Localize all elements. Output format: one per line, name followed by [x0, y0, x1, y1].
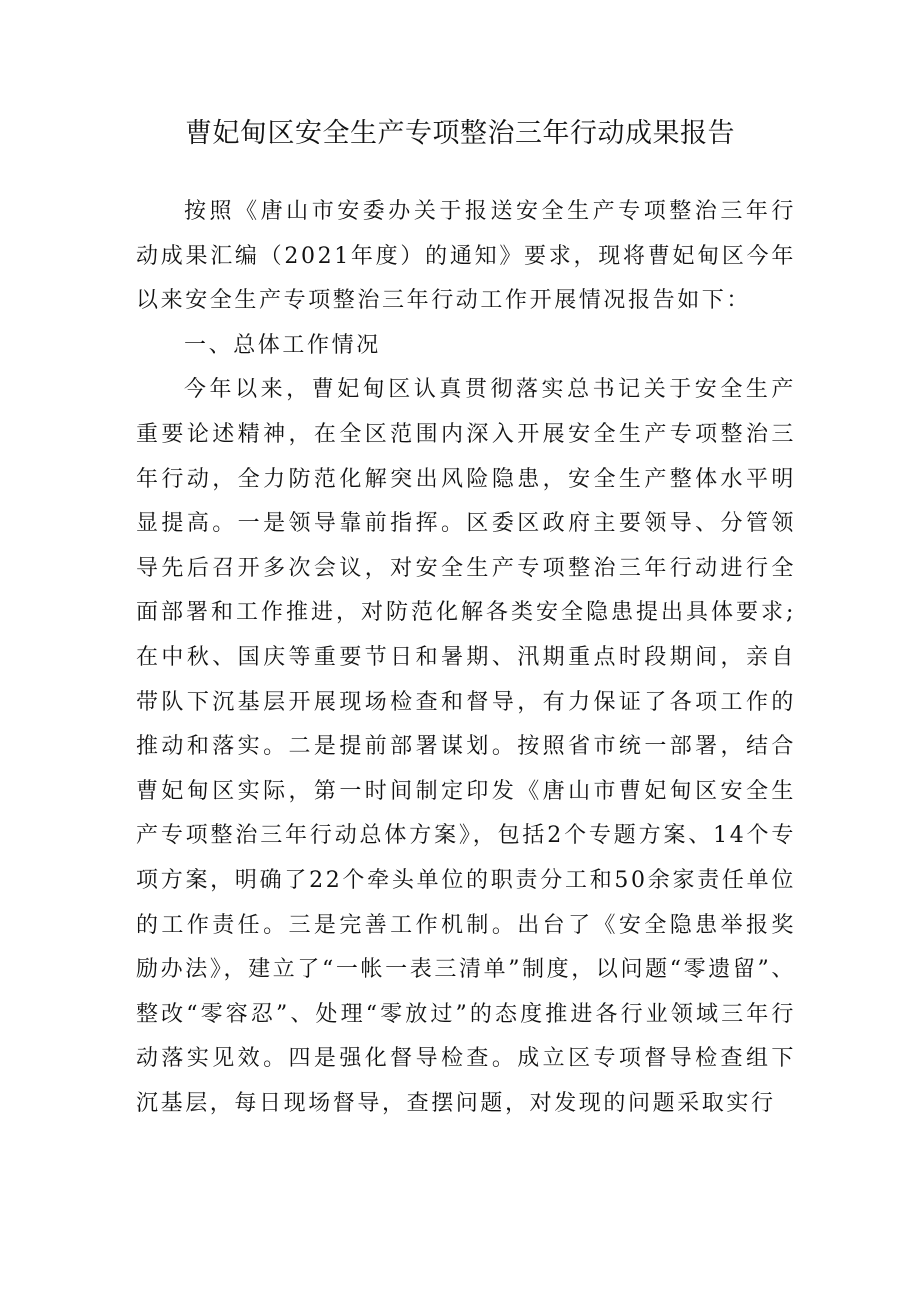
- document-body: [136, 190, 796, 1126]
- document-title: 曹妃甸区安全生产专项整治三年行动成果报告: [185, 118, 735, 149]
- section-heading: 一、总体工作情况: [184, 332, 381, 358]
- intro-paragraph: 按照《唐山市安委办关于报送安全生产专项整治三年行动成果汇编（2021年度）的通知》要求，现将曹妃甸区今年以来安全生产专项整治三年行动工作开展情况报告如下：: [136, 199, 796, 314]
- body-paragraph: 今年以来，曹妃甸区认真贯彻落实总书记关于安全生产重要论述精神，在全区范围内深入开展安全生产专项整治三年行动，全力防范化解突出风险隐患，安全生产整体水平明显提高。一是领导靠前指挥。区委区政府主要领导、分管领导先后召开多次会议，对安全生产专项整治三年行动进行全面部署和工作推进，对防范化解各类安全隐患提出具体要求;在中秋、国庆等重要节日和暑期、汛期重点时段期间，亲自带队下沉基层开展现场检查和督导，有力保证了各项工作的推动和落实。二是提前部署谋划。按照省市统一部署，结合曹妃甸区实际，第一时间制定印发《唐山市曹妃甸区安全生产专项整治三年行动总体方案》，包括2个专题方案、14个专项方案，明确了22个牵头单位的职责分工和50余家责任单位的工作责任。三是完善工作机制。出台了《安全隐患举报奖励办法》，建立了“一帐一表三清单”制度，以问题“零遗留”、整改“零容忍”、处理“零放过”的态度推进各行业领域三年行动落实见效。四是强化督导检查。成立区专项督导检查组下沉基层，每日现场督导，查摆问题，对发现的问题采取实行: [136, 377, 796, 1116]
